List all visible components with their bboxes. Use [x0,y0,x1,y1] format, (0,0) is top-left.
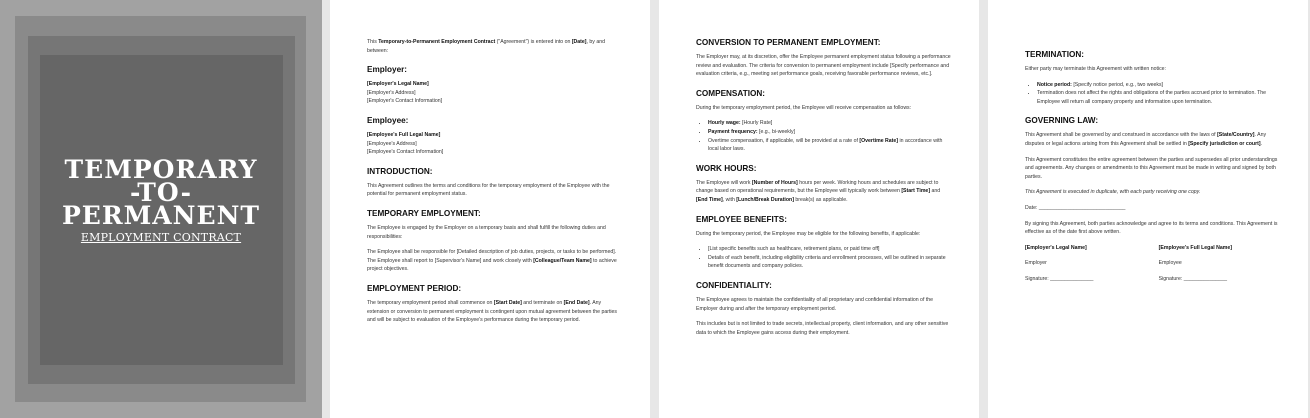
benefits-heading: EMPLOYEE BENEFITS: [696,214,787,224]
cover-subtitle: EMPLOYMENT CONTRACT [80,231,242,244]
employee-signature-line: Signature: _______________ [1158,275,1228,282]
termination-heading: TERMINATION: [1025,50,1084,59]
employee-sign-role: Employee [1158,260,1182,267]
employment-period-text: The temporary employment period shall commence on [Start Date] and terminate on [End Date]. Any extension or conversion to permanent employment is contingent upon mutual agreement between the parties and will be subject to evaluation of the Employee's performance during the temporary period. [367,299,618,324]
signature-block [1025,244,1282,291]
cover-title-line-3: PERMANENT [61,201,261,230]
signature-employer [1025,244,1148,291]
introduction-text: This Agreement outlines the terms and conditions for the temporary employment of the Employee with the potential for permanent employment status. [367,182,610,198]
entire-agreement-text: This Agreement constitutes the entire agreement between the parties and supersedes all prior understandings and agreements. Any changes or amendments to this Agreement must be made in writing and signed by both parties. [1025,156,1278,180]
duplicate-text: This Agreement is executed in duplicate, with each party receiving one copy. [1025,189,1201,196]
temporary-employment-text-1: The Employee is engaged by the Employer on a temporary basis and shall fulfill the following duties and responsibilities: [367,224,606,240]
compensation-list [696,119,953,153]
compensation-heading: COMPENSATION: [696,88,765,98]
conversion-text: The Employer may, at its discretion, offer the Employee permanent employment status following a performance review and evaluation. The criteria for conversion to permanent employment include [Specify performance and evaluation criteria, e.g., meeting set performance goals, receiving favorable performance reviews, etc.]. [696,54,951,78]
list-item: • Overtime compensation, if applicable, will be provided at a rate of [Overtime Rate] in accordance with local labor laws. [708,137,953,154]
date-line: Date: ______________________________ [1025,204,1126,211]
confidentiality-text-1: The Employee agrees to maintain the confidentiality of all proprietary and confidential information of the Employer during and after the temporary employment period. [696,296,934,312]
termination-text: Either party may terminate this Agreement with written notice: [1025,66,1166,72]
intro-paragraph: This Temporary-to-Permanent Employment Contract ("Agreement") is entered into on [Date], by and between: [367,39,605,54]
list-item: • Notice period: [Specify notice period, e.g., two weeks] [1037,81,1282,90]
list-item: • Payment frequency: [e.g., bi-weekly] [708,128,953,137]
temporary-employment-text-2: The Employee shall be responsible for [Detailed description of job duties, projects, or tasks to be performed]. The Employee shall report to [Supervisor's Name] and work closely with [Colleague/Team Name] to achieve project objectives. [367,249,617,273]
cover-title-block [0,155,322,244]
benefits-list [696,245,953,271]
document-page-1 [330,0,650,418]
confidentiality-heading: CONFIDENTIALITY: [696,280,772,290]
work-hours-heading: WORK HOURS: [696,163,757,173]
list-item: • [List specific benefits such as healthcare, retirement plans, or paid time off] [708,245,953,254]
list-item: • Hourly wage: [Hourly Rate] [708,119,953,128]
cover-page [0,0,322,418]
termination-list [1025,81,1282,107]
employer-signature-line: Signature: _______________ [1025,275,1094,282]
document-page-2 [659,0,979,418]
work-hours-text: The Employee will work [Number of Hours] hours per week. Working hours and schedules are subject to change based on operational requirements, but the Employee will typically work between [Start Time] and [End Time], with [Lunch/Break Duration] break(s) as applicable. [696,179,941,203]
introduction-heading: INTRODUCTION: [367,166,433,176]
temporary-employment-heading: TEMPORARY EMPLOYMENT: [367,208,481,218]
signature-employee [1159,244,1282,291]
employer-sign-role: Employer [1025,260,1047,267]
cover-title-line-2: -TO- [130,178,192,207]
governing-law-text: This Agreement shall be governed by and construed in accordance with the laws of [State/Country]. Any disputes or legal actions arising from this Agreement shall be settled in [Specify jurisdiction or court]. [1025,132,1267,147]
governing-law-heading: GOVERNING LAW: [1025,116,1099,126]
confidentiality-text-2: This includes but is not limited to trade secrets, intellectual property, client information, and any other sensitive data to which the Employee gains access during their employment. [696,321,949,336]
signing-text: By signing this Agreement, both parties acknowledge and agree to its terms and conditions. This Agreement is effective as of the date first above written. [1025,220,1278,236]
employee-details: [Employee's Full Legal Name] [Employee's Address] [Employee's Contact Information] [367,131,444,156]
list-item: • Details of each benefit, including eligibility criteria and enrollment processes, will be outlined in separate benefit documents and company policies. [708,254,953,271]
employer-heading: Employer: [367,65,408,75]
compensation-text: During the temporary employment period, the Employee will receive compensation as follows: [696,104,912,111]
employment-period-heading: EMPLOYMENT PERIOD: [367,283,462,293]
employee-heading: Employee: [367,115,409,125]
list-item: • Termination does not affect the rights and obligations of the parties accrued prior to termination. The Employee will return all company property and information upon termination. [1037,89,1282,106]
document-page-3 [988,0,1308,418]
employer-details: [Employer's Legal Name] [Employer's Address] [Employer's Contact Information] [367,81,443,105]
benefits-text: During the temporary period, the Employee may be eligible for the following benefits, if applicable: [696,230,921,237]
employee-sign-name: [Employee's Full Legal Name] [1158,244,1232,251]
conversion-heading: CONVERSION TO PERMANENT EMPLOYMENT: [696,38,881,47]
employer-sign-name: [Employer's Legal Name] [1025,244,1087,251]
cover-title-line-1: TEMPORARY [64,155,258,184]
